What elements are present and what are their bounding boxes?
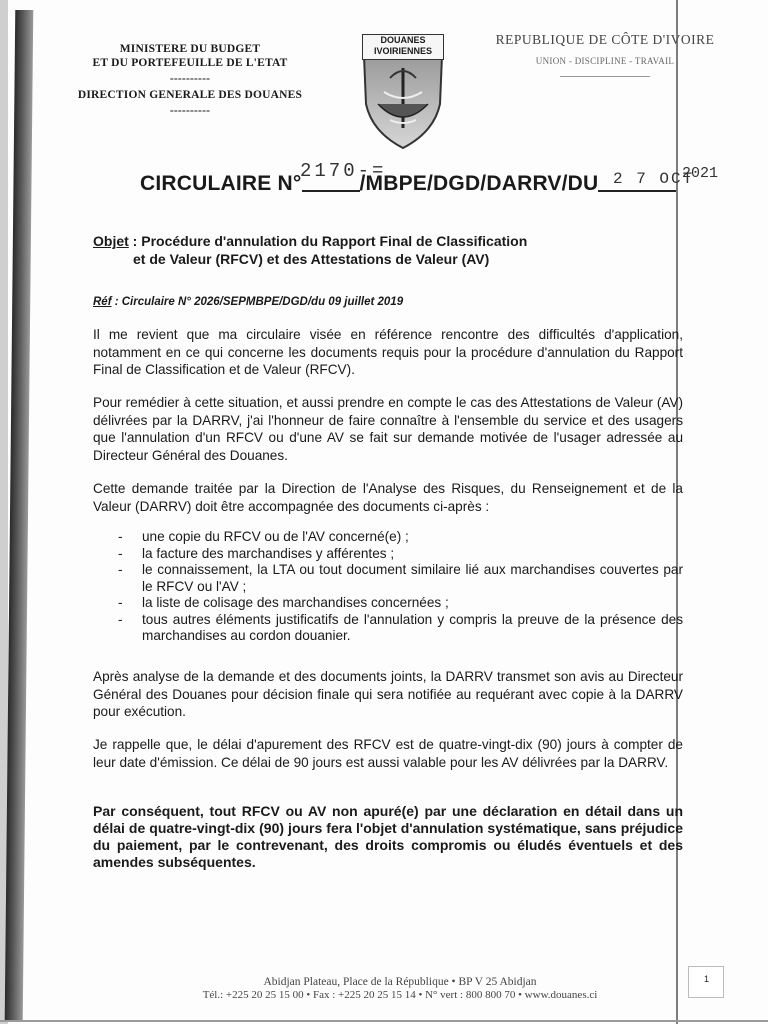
reference-label: Réf xyxy=(93,296,112,308)
number-blank xyxy=(302,174,360,192)
direction-name: DIRECTION GENERALE DES DOUANES xyxy=(77,89,303,101)
circular-reference: /MBPE/DGD/DARRV/DU xyxy=(359,172,599,195)
ministry-line-2: ET DU PORTEFEUILLE DE L'ETAT xyxy=(92,57,288,69)
circular-prefix: CIRCULAIRE N° xyxy=(140,172,302,195)
reference-text: : Circulaire N° 2026/SEPMBPE/DGD/du 09 juillet 2019 xyxy=(111,296,404,308)
paragraph-2: Pour remédier à cette situation, et aussi prendre en compte le cas des Attestations de Valeur (AV) délivrées par la DARRV, j'ai l'honneur de faire connaître à l'ensemble du service et des usagers que l'annulation d'un RFCV ou d'une AV se fait sur demande motivée de l'usager adressée au Directeur Général des Douanes. xyxy=(93,395,683,463)
paragraph-3: Cette demande traitée par la Direction de l'Analyse des Risques, du Renseignement et de la Valeur (DARRV) doit être accompagnée des documents ci-après : xyxy=(93,481,683,514)
emblem-banner: DOUANES IVOIRIENNES xyxy=(362,34,444,60)
list-item: - la facture des marchandises y afférentes ; xyxy=(118,545,395,561)
paragraph-4: Après analyse de la demande et des documents joints, la DARRV transmet son avis au Directeur Général des Douanes pour décision finale qui sera notifiée au requérant avec copie à la DARRV pour exécution. xyxy=(93,669,683,719)
date-blank xyxy=(598,174,676,192)
motto-rule xyxy=(560,76,650,77)
customs-emblem-logo xyxy=(360,34,446,150)
header-dashes-2: ---------- xyxy=(169,105,211,117)
footer-address: Abidjan Plateau, Place de la République • BP V 25 Abidjan xyxy=(263,976,537,988)
stamped-circular-number: 2170-= xyxy=(300,160,387,182)
circular-title xyxy=(140,172,676,196)
list-item: - le connaissement, la LTA ou tout document similaire lié aux marchandises couvertes par le RFCV ou l'AV ; xyxy=(118,562,683,594)
ministry-header xyxy=(70,42,310,120)
scan-edge-bottom xyxy=(0,1020,768,1022)
list-item: - une copie du RFCV ou de l'AV concerné(e) ; xyxy=(118,529,409,544)
list-item: - tous autres éléments justificatifs de l'annulation y compris la preuve de la présence des marchandises au cordon douanier. xyxy=(118,611,683,643)
subject-label: Objet xyxy=(93,233,129,249)
paragraph-1: Il me revient que ma circulaire visée en référence rencontre des difficultés d'application, notamment en ce qui concerne les documents requis pour la procédure d'annulation du Rapport Final de Classification et de Valeur (RFCV). xyxy=(93,327,683,377)
footer-contact: Tél.: +225 20 25 15 00 • Fax : +225 20 25 15 14 • N° vert : 800 800 70 • www.douanes.ci xyxy=(202,989,598,1001)
scan-shadow-band xyxy=(5,10,34,1020)
stamped-date: 2 7 OCT xyxy=(613,170,695,188)
republic-header xyxy=(480,32,730,77)
required-documents-list xyxy=(118,529,683,645)
header-dashes: ---------- xyxy=(169,73,211,85)
stamped-year: 2021 xyxy=(682,165,719,182)
subject-line-1: Procédure d'annulation du Rapport Final de Classification xyxy=(141,233,528,249)
republic-title: REPUBLIQUE DE CÔTE D'IVOIRE xyxy=(495,32,715,47)
subject-line-2: et de Valeur (RFCV) et des Attestations de Valeur (AV) xyxy=(133,251,490,267)
paragraph-5: Je rappelle que, le délai d'apurement des RFCV est de quatre-vingt-dix (90) jours à compter de leur date d'émission. Ce délai de 90 jours est aussi valable pour les AV délivrées par la DARRV. xyxy=(93,737,683,770)
subject-block: Objet : Procédure d'annulation du Rapport Final de Classification et de Valeur (RFCV) et des Attestations de Valeur (AV) xyxy=(93,233,528,267)
page-number: 1 xyxy=(704,974,710,984)
footer xyxy=(120,976,680,1001)
ministry-line-1: MINISTERE DU BUDGET xyxy=(119,43,261,55)
republic-motto: UNION - DISCIPLINE - TRAVAIL xyxy=(535,56,675,66)
reference-line xyxy=(93,296,403,308)
paragraph-6-conclusion: Par conséquent, tout RFCV ou AV non apuré(e) par une déclaration en détail dans un délai de quatre-vingt-dix (90) jours fera l'objet d'annulation systématique, sans préjudice du paiement, par le contrevenant, des droits compromis ou éludés éventuels et des amendes subséquentes. xyxy=(93,803,683,870)
list-item: - la liste de colisage des marchandises concernées ; xyxy=(118,595,449,610)
